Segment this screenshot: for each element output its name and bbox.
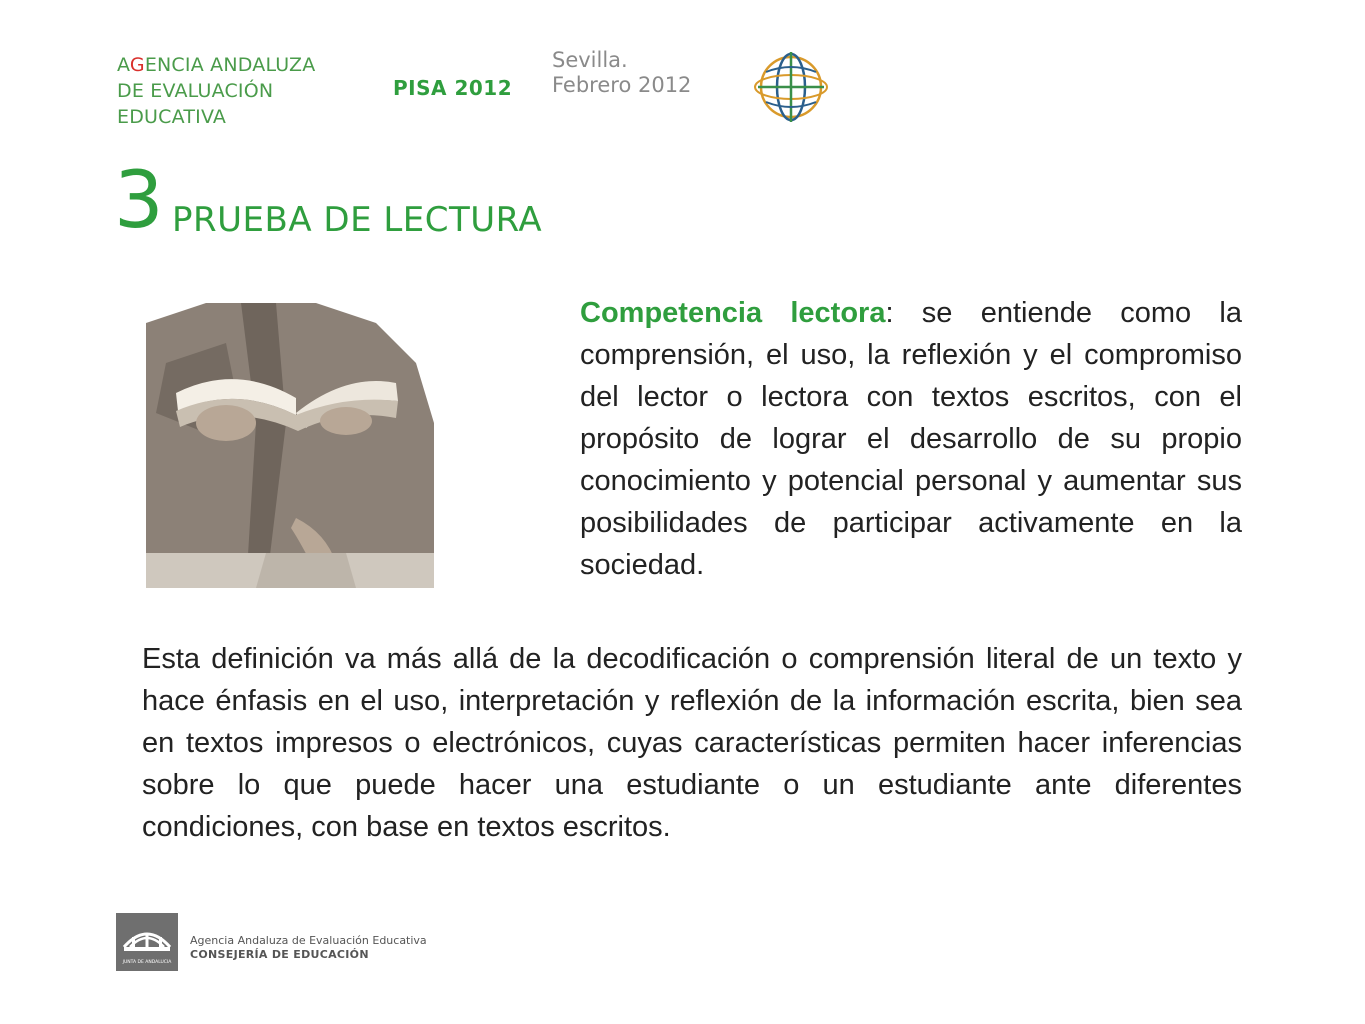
logo-caption: JUNTA DE ANDALUCIA xyxy=(122,960,172,965)
date-label: Febrero 2012 xyxy=(552,73,692,97)
section-number: 3 xyxy=(114,156,164,246)
program-label: PISA 2012 xyxy=(393,76,513,100)
city-label: Sevilla. xyxy=(552,48,628,72)
globe-logo-icon xyxy=(752,48,830,126)
agency-name xyxy=(117,52,315,130)
footer-agency: Agencia Andaluza de Evaluación Educativa xyxy=(190,934,427,947)
agency-letter-g: G xyxy=(129,54,145,76)
footer-ministry: CONSEJERÍA DE EDUCACIÓN xyxy=(190,948,369,961)
section-title: PRUEBA DE LECTURA xyxy=(172,200,543,240)
body-paragraph: Esta definición va más allá de la decodificación o comprensión literal de un texto y hace énfasis en el uso, interpretación y reflexión de la información escrita, bien sea en textos impresos o electrónicos, cuyas características permiten hacer inferencias sobre lo que puede hacer una estudiante o un estudiante ante diferentes condiciones, con base en textos escritos. xyxy=(142,643,1242,843)
agency-letter-a: A xyxy=(117,54,130,76)
junta-de-andalucia-logo-icon xyxy=(116,913,178,971)
definition-term: Competencia lectora xyxy=(580,297,886,329)
definition-text: : se entiende como la comprensión, el uso, la reflexión y el compromiso del lector o lectora con textos escritos, con el propósito de lograr el desarrollo de su propio conocimiento y potencial personal y aumentar sus posibilidades de participar activamente en la sociedad. xyxy=(580,297,1243,581)
definition-paragraph xyxy=(580,292,1242,586)
person-reading-book-photo xyxy=(146,303,434,588)
footer-org xyxy=(190,934,427,962)
agency-line3: EDUCATIVA xyxy=(117,106,227,128)
place-date xyxy=(552,48,691,98)
agency-line1: ENCIA ANDALUZA xyxy=(144,54,316,76)
agency-line2: DE EVALUACIÓN xyxy=(117,80,274,102)
